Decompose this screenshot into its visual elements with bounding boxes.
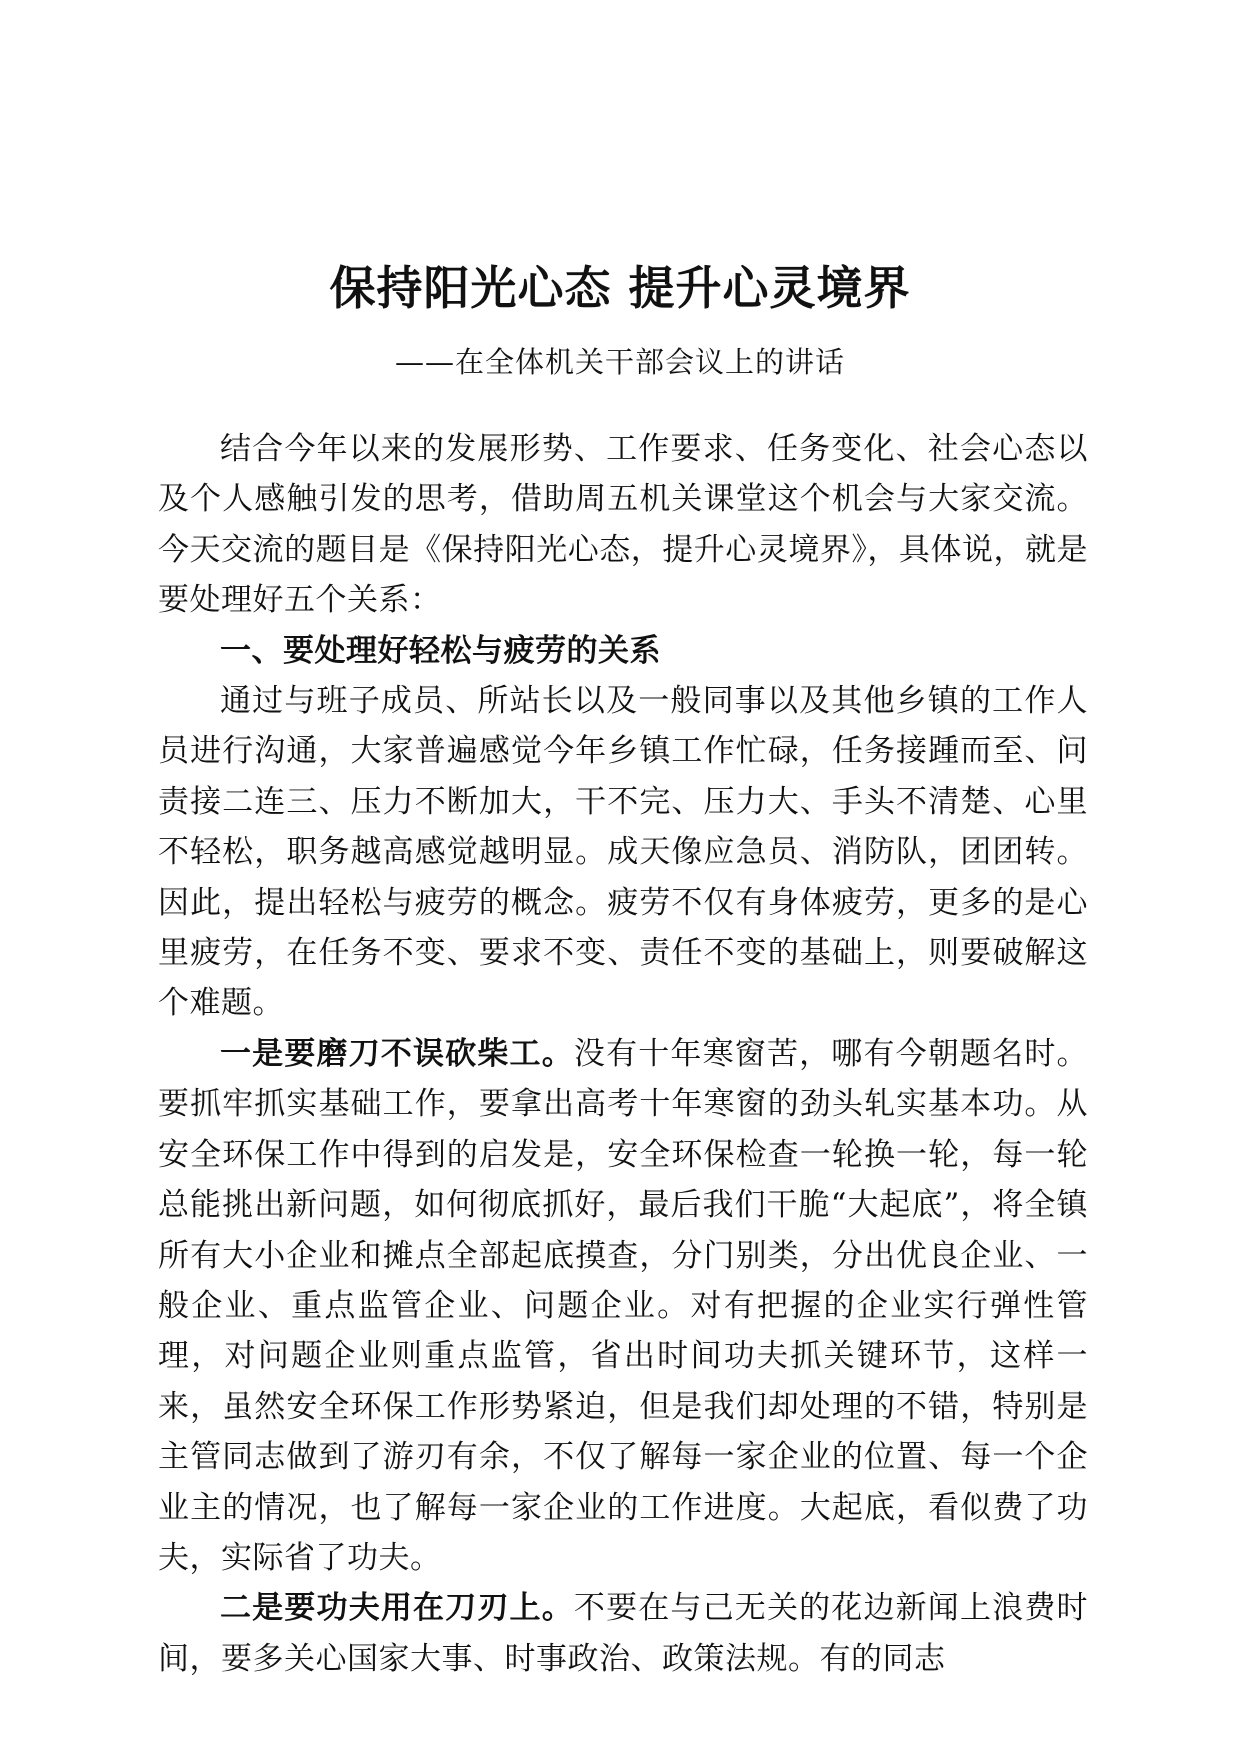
document-body [158,424,1088,1684]
page-title: 保持阳光心态 提升心灵境界 [329,261,911,315]
section-1-paragraph: 通过与班子成员、所站长以及一般同事以及其他乡镇的工作人员进行沟通，大家普遍感觉今年乡镇工作忙碌，任务接踵而至、问责接二连三、压力不断加大，干不完、压力大、手头不清楚、心里不轻松，职务越高感觉越明显。成天像应急员、消防队，团团转。因此，提出轻松与疲劳的概念。疲劳不仅有身体疲劳，更多的是心里疲劳，在任务不变、要求不变、责任不变的基础上，则要破解这个难题。 [158,683,1088,1022]
point-2-text: 不要在与己无关的花边新闻上浪费时间，要多关心国家大事、时事政治、政策法规。有的同志 [158,1590,1089,1677]
section-1-heading: 一、要处理好轻松与疲劳的关系 [220,632,661,669]
point-1-lead: 一是要磨刀不误砍柴工。 [220,1035,574,1072]
intro-paragraph: 结合今年以来的发展形势、工作要求、任务变化、社会心态以及个人感触引发的思考，借助周五机关课堂这个机会与大家交流。今天交流的题目是《保持阳光心态，提升心灵境界》，具体说，就是要处理好五个关系： [158,431,1088,619]
point-2-paragraph [158,1583,1088,1684]
point-1-text: 没有十年寒窗苦，哪有今朝题名时。要抓牢抓实基础工作，要拿出高考十年寒窗的劲头轧实基本功。从安全环保工作中得到的启发是，安全环保检查一轮换一轮，每一轮总能挑出新问题，如何彻底抓好，最后我们干脆“大起底”，将全镇所有大小企业和摊点全部起底摸查，分门别类，分出优良企业、一般企业、重点监管企业、问题企业。对有把握的企业实行弹性管理，对问题企业则重点监管，省出时间功夫抓关键环节，这样一来，虽然安全环保工作形势紧迫，但是我们却处理的不错，特别是主管同志做到了游刃有余，不仅了解每一家企业的位置、每一个企业主的情况，也了解每一家企业的工作进度。大起底，看似费了功夫，实际省了功夫。 [158,1035,1089,1576]
point-2-lead: 二是要功夫用在刀刃上。 [220,1590,574,1627]
page-subtitle: ——在全体机关干部会议上的讲话 [394,345,845,379]
point-1-paragraph [158,1029,1088,1583]
